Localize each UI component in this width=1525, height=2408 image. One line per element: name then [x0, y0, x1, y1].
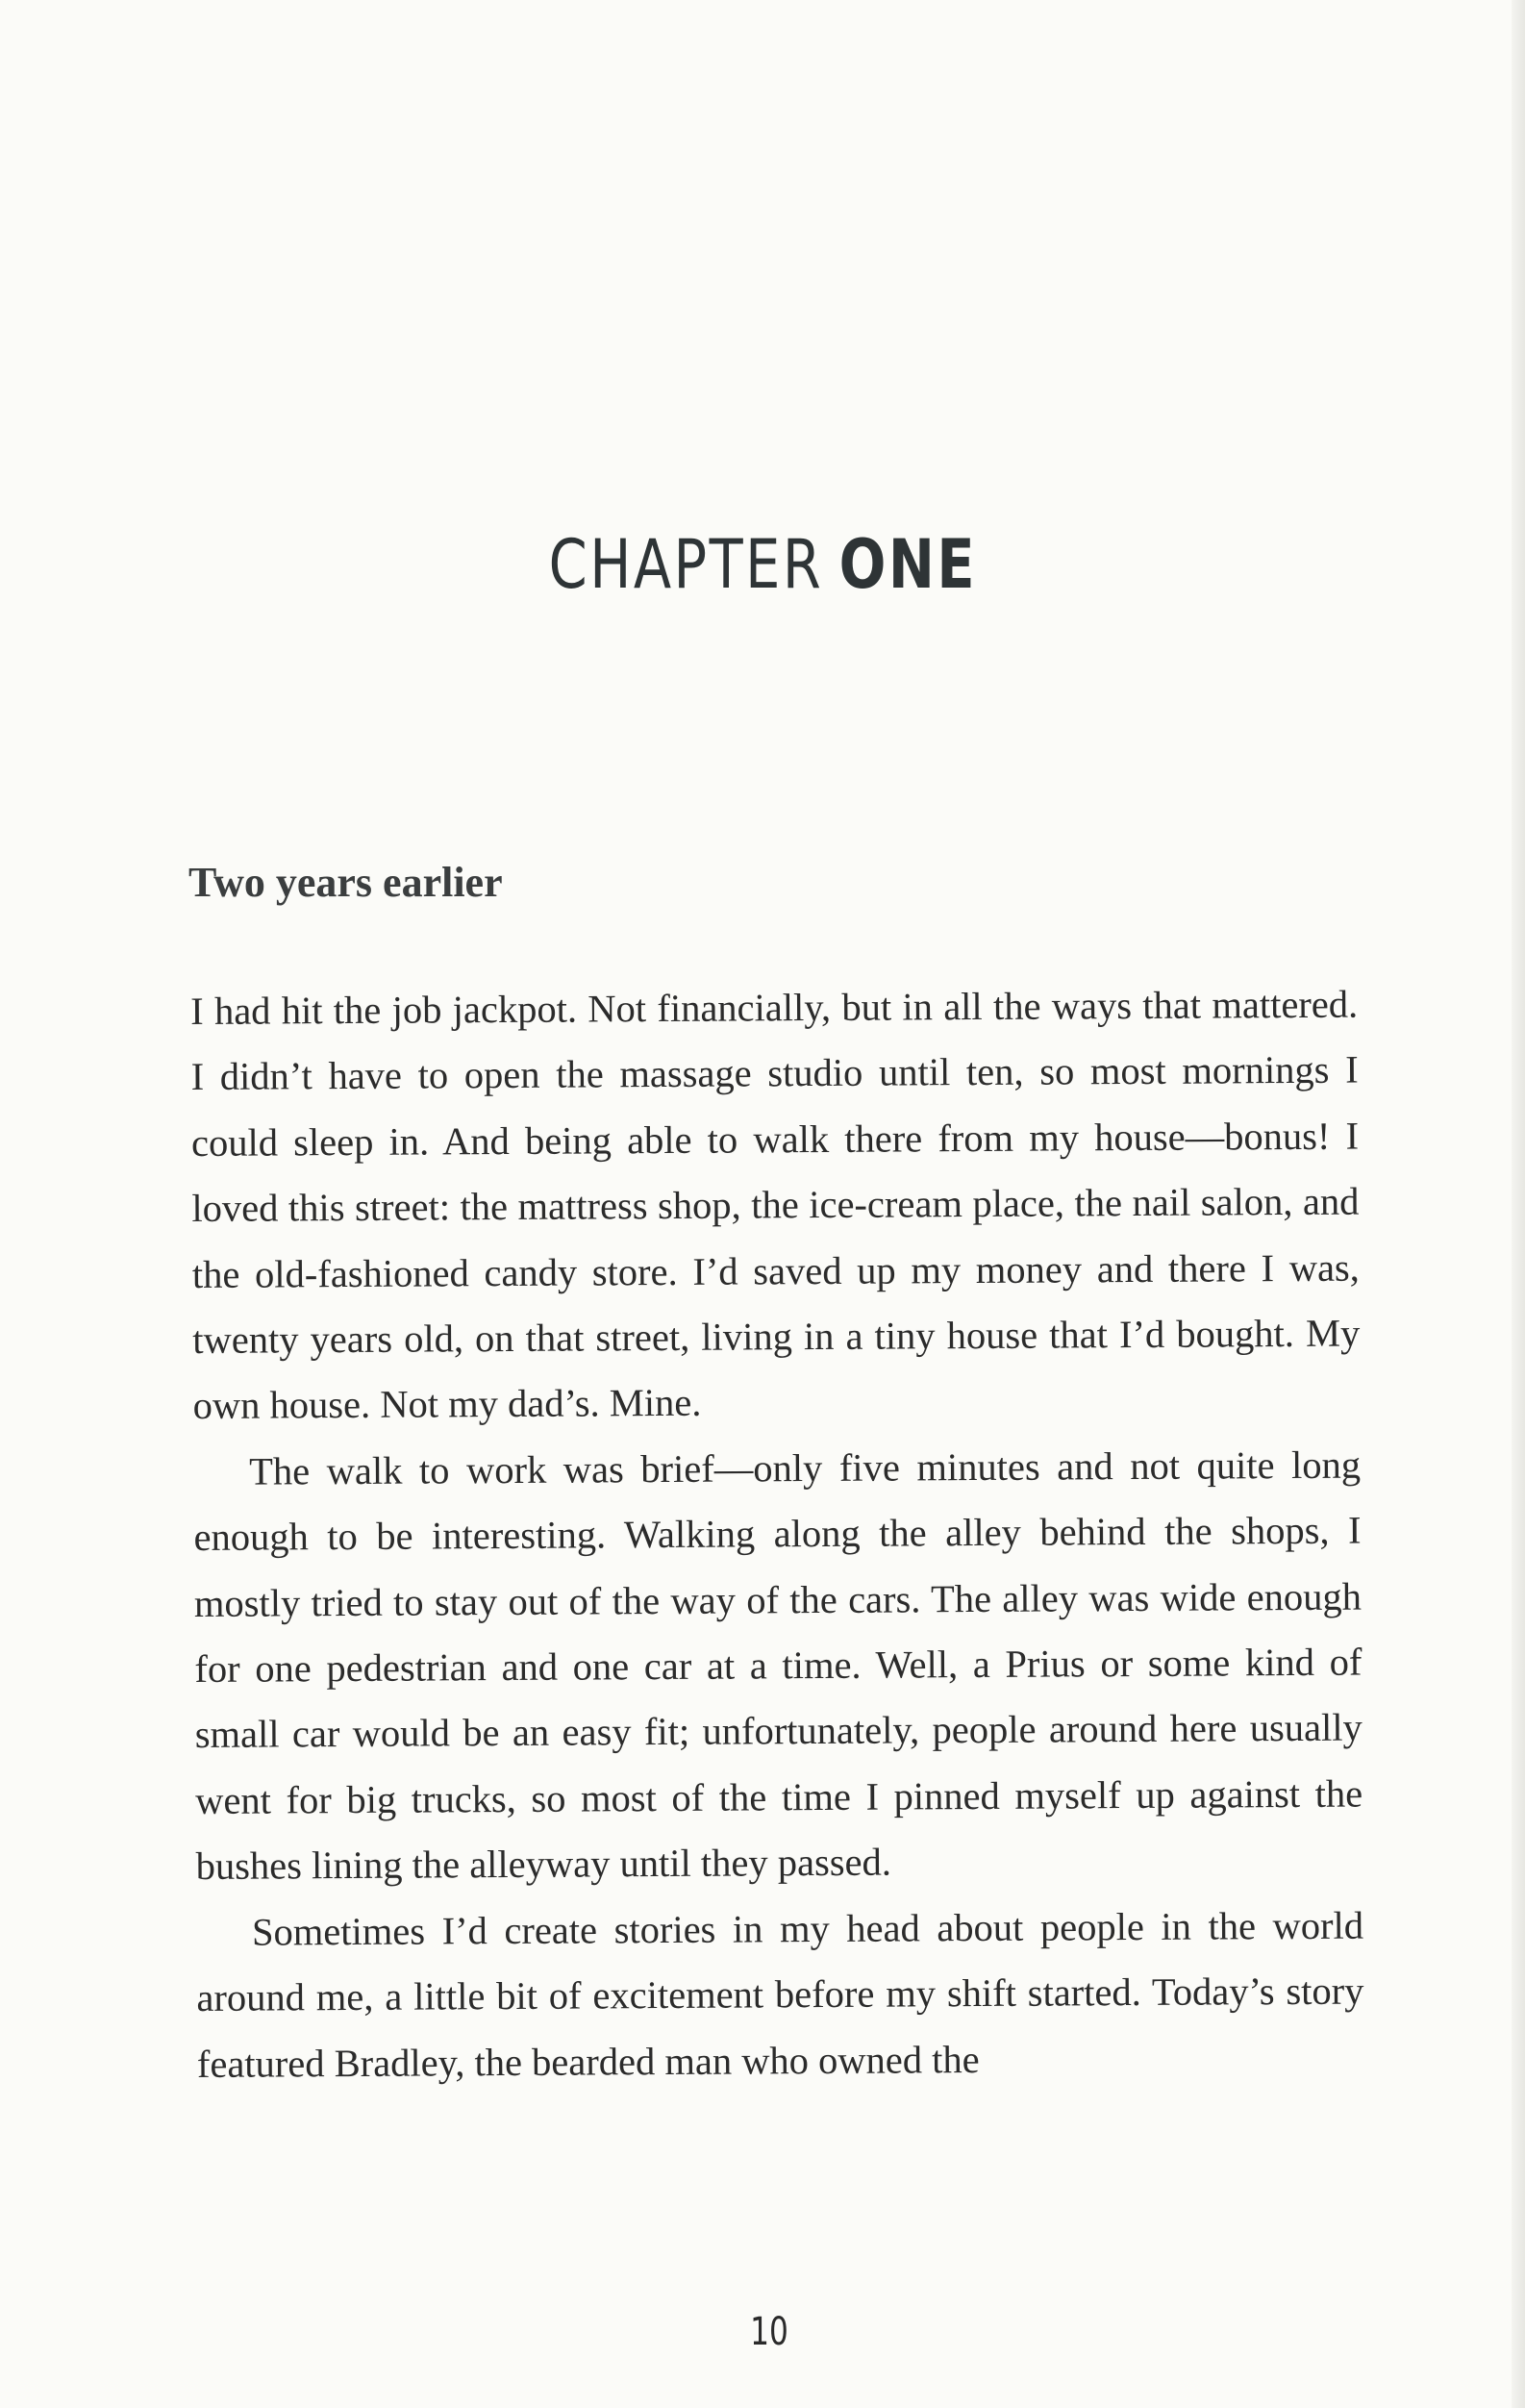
paragraph: I had hit the job jackpot. Not financially, but in all the ways that mattered. I didn’t have to open the massage studio until ten, so most mornings I could sleep in. And being able to walk there from my house—bonus! I loved this street: the mattress shop, the ice-cream place, the nail salon, and the old-fashioned candy store. I’d saved up my money and there I was, twenty years old, on that street, living in a tiny house that I’d bought. My own house. Not my dad’s. Mine.	[190, 982, 1361, 1428]
paragraph: Sometimes I’d create stories in my head about people in the world around me, a little bit of excitement before my shift started. Today’s story featured Bradley, the bearded man who owned the	[196, 1903, 1364, 2086]
chapter-heading-number: ONE	[838, 525, 978, 604]
paragraph: The walk to work was brief—only five minutes and not quite long enough to be interesting. Walking along the alley behind the shops, I mostly tried to stay out of the way of the cars. The alley was wide enough for one pedestrian and one car at a time. Well, a Prius or some kind of small car would be an easy fit; unfortunately, people around here usually went for big trucks, so most of the time I pinned myself up against the bushes lining the alleyway until they passed.	[193, 1442, 1363, 1889]
page-number: 10	[750, 2310, 788, 2354]
chapter-heading	[138, 525, 1388, 604]
body-text	[190, 972, 1364, 2097]
section-heading: Two years earlier	[188, 859, 503, 906]
page-edge-shadow	[1512, 0, 1525, 2408]
chapter-heading-word: CHAPTER	[548, 525, 824, 604]
